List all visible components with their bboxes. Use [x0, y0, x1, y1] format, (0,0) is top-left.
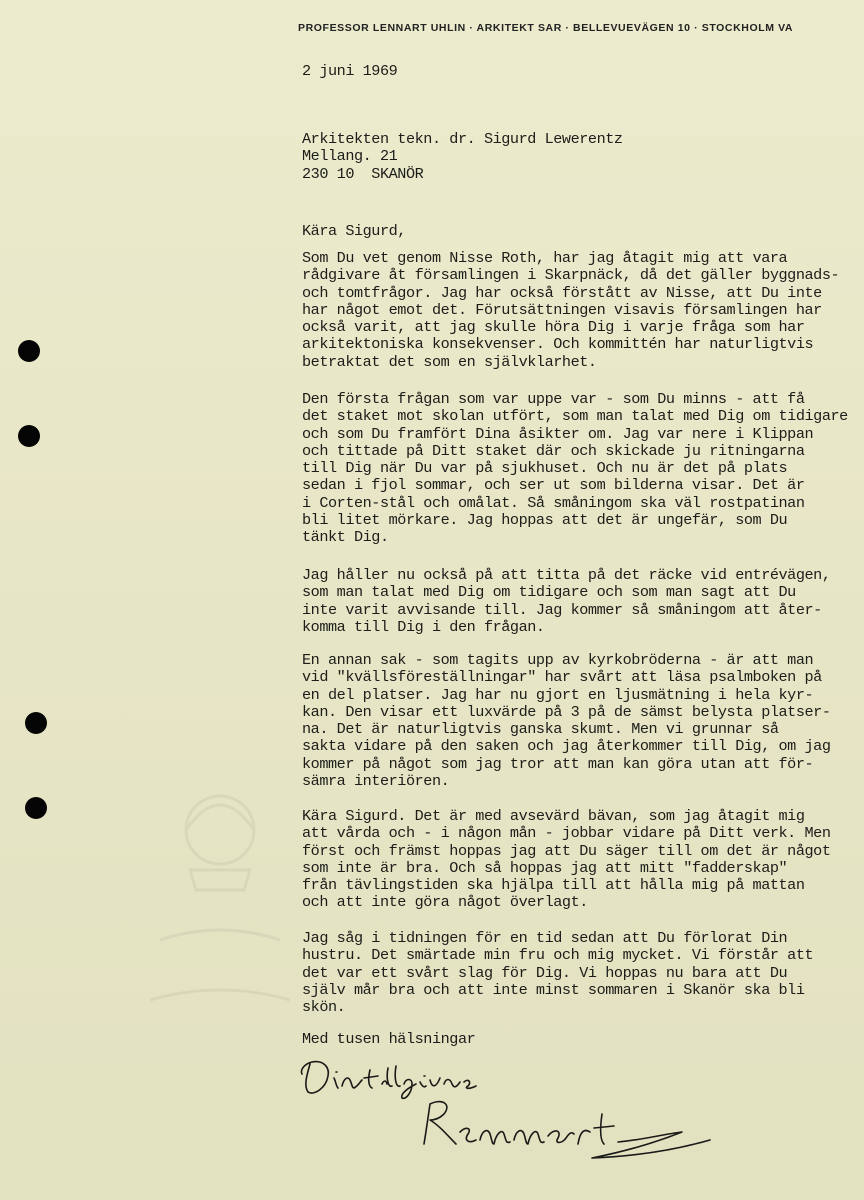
recipient-street: Mellang. 21 — [302, 147, 398, 166]
paragraph-5: Kära Sigurd. Det är med avsevärd bävan, som jag åtagit mig att vårda och - i någon mån - jobbar vidare på Ditt verk. Men först och främst hoppas jag att Du säger till om det är något som inte är bra. Och så hoppas jag att mitt "fadderskap" från tävlingstiden ska hjälpa till att hålla mig på mattan och att inte göra något överlagt. — [302, 807, 831, 912]
watermark-emblem — [120, 770, 320, 1050]
punch-hole-2 — [18, 425, 40, 447]
paragraph-1: Som Du vet genom Nisse Roth, har jag åtagit mig att vara rådgivare åt församlingen i Skarpnäck, då det gäller byggnads- och tomtfrågor. Jag har också förstått av Nisse, att Du inte har något emot det. Förutsättningen visavis församlingen har också varit, att jag skulle höra Dig i varje fråga som har arkitektoniska konsekvenser. Och kommittén har naturligtvis betraktat det som en självklarhet. — [302, 249, 840, 371]
closing: Med tusen hälsningar — [302, 1030, 476, 1048]
salutation: Kära Sigurd, — [302, 222, 406, 240]
paragraph-4: En annan sak - som tagits upp av kyrkobröderna - är att man vid "kvällsföreställningar" har svårt att läsa psalmboken på en del platser. Jag har nu gjort en ljusmätning i hela kyr- kan. Den visar ett luxvärde på 3 på de sämst belysta platser- na. Det är naturligtvis ganska skumt. Men vi grunnar så sakta vidare på den saken och jag återkommer till Dig, om jag kommer på något som jag tror att man kan göra utan att för- sämra interiören. — [302, 651, 831, 791]
punch-hole-1 — [18, 340, 40, 362]
recipient-city: 230 10 SKANÖR — [302, 164, 424, 183]
paragraph-2: Den första frågan som var uppe var - som Du minns - att få det staket mot skolan utfört, som man talat med Dig om tidigare och som Du framfört Dina åsikter om. Jag var nere i Klippan och tittade på Ditt staket där och skickade ju ritningarna till Dig när Du var på sjukhuset. Och nu är det på plats sedan i fjol sommar, och ser ut som bilderna visar. Det är i Corten-stål och omålat. Så småningom ska väl rostpatinan bli litet mörkare. Jag hoppas att det är ungefär, som Du tänkt Dig. — [302, 390, 848, 547]
letterhead: PROFESSOR LENNART UHLIN · ARKITEKT SAR · BELLEVUEVÄGEN 10 · STOCKHOLM VA — [298, 22, 794, 34]
letter-date: 2 juni 1969 — [302, 62, 398, 80]
recipient-address — [302, 131, 623, 183]
recipient-name: Arkitekten tekn. dr. Sigurd Lewerentz — [302, 130, 623, 148]
paragraph-6: Jag såg i tidningen för en tid sedan att Du förlorat Din hustru. Det smärtade min fru och mig mycket. Vi förstår att det var ett svårt slag för Dig. Vi hoppas nu bara att Du själv mår bra och att inte minst sommaren i Skanör ska bli skön. — [302, 929, 814, 1017]
paragraph-3: Jag håller nu också på att titta på det räcke vid entrévägen, som man talat med Dig om tidigare och som man sagt att Du inte varit avvisande till. Jag kommer så småningom att åter- komma till Dig i den frågan. — [302, 566, 831, 636]
punch-hole-4 — [25, 797, 47, 819]
punch-hole-3 — [25, 712, 47, 734]
handwritten-signature — [292, 1048, 722, 1168]
